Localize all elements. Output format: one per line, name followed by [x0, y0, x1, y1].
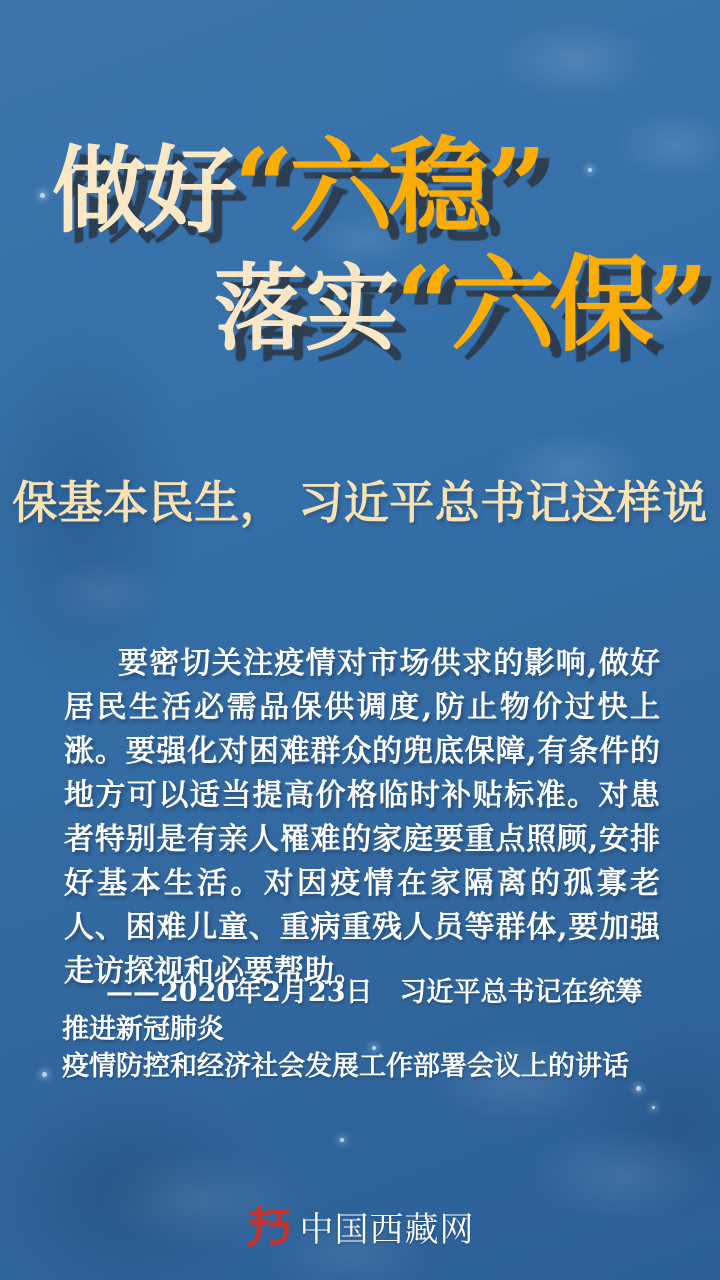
site-name: 中国西藏网 [299, 1210, 475, 1249]
sparkle [652, 1106, 655, 1109]
sparkle [42, 1072, 47, 1077]
title-line2-plain: 落实 [214, 254, 397, 364]
sparkle [636, 1086, 641, 1091]
sparkle [340, 1138, 344, 1142]
title-line2-quoted: “六保” [396, 243, 704, 366]
title-line-2 [214, 243, 704, 366]
quote-paragraph: 要密切关注疫情对市场供求的影响,做好居民生活必需品保供调度,防止物价过快上涨。要强化对困难群众的兜底保障,有条件的地方可以适当提高价格临时补贴标准。对患者特别是有亲人罹难的家庭要重点照顾,安排好基本生活。对因疫情在家隔离的孤寡老人、困难儿童、重病重残人员等群体,要加强走访探视和必要帮助。 [64, 646, 660, 989]
china-tibet-online-emblem-icon [246, 1204, 290, 1248]
title-line-1 [52, 125, 542, 248]
title-line1-quoted: “六稳” [234, 125, 542, 248]
poster-subtitle: 保基本民生， 习近平总书记这样说 [12, 477, 708, 528]
sparkle [588, 168, 592, 172]
citation-line-1: ——2020年2月23日 习近平总书记在统筹推进新冠肺炎 [62, 977, 643, 1045]
sparkle [40, 193, 45, 198]
site-logo [0, 1196, 720, 1256]
citation-line-2: 疫情防控和经济社会发展工作部署会议上的讲话 [62, 1051, 629, 1082]
quote-citation [62, 974, 666, 1085]
title-line1-plain: 做好 [52, 136, 235, 246]
